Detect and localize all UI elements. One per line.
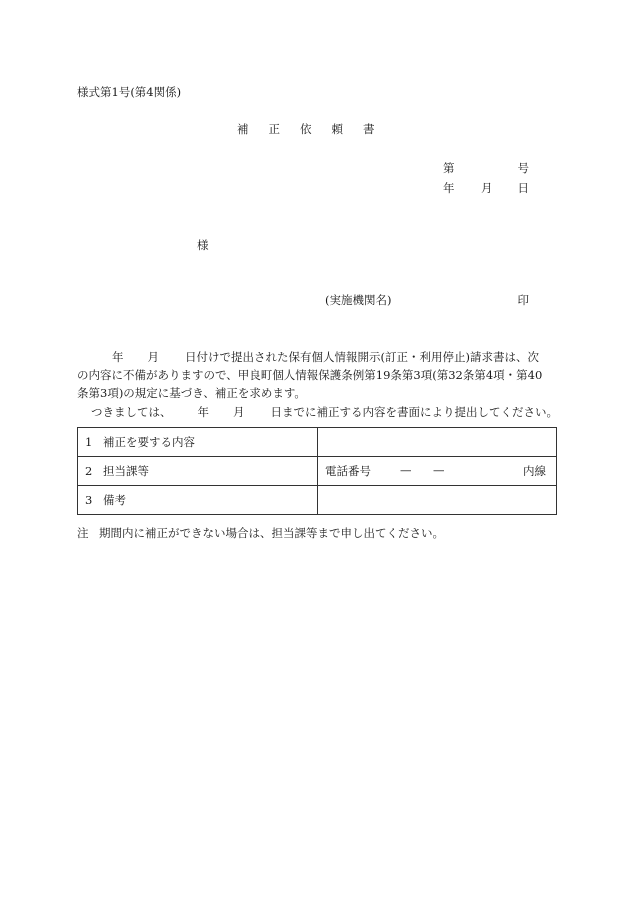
row-label: 補正を要する内容 [103,435,195,449]
body-year: 年 [112,350,124,364]
row-number: 1 [85,435,93,449]
issuer-org-label: (実施機関名) [325,293,392,307]
paragraph-line-3: 条第3項)の規定に基づき、補正を求めます。 [77,386,306,400]
table-row [78,457,557,486]
title-char: 書 [363,122,375,136]
extension-label: 内線 [523,464,546,478]
row-label: 担当課等 [103,464,149,478]
body-line4-month: 月 [233,405,245,419]
request-paragraph [77,348,552,402]
addressee-suffix: 様 [197,238,209,252]
phone-line [325,463,556,479]
row-number: 2 [85,464,93,478]
row-label-cell [78,428,318,457]
seal-mark: 印 [517,293,529,307]
table-row [78,486,557,515]
phone-field[interactable] [318,457,557,486]
title-char: 頼 [331,122,343,136]
row-label: 備考 [103,493,126,507]
body-line4-start: つきましては、 [91,405,172,419]
phone-dash-2: — [433,463,445,477]
paragraph-line-2: の内容に不備がありますので、甲良町個人情報保護条例第19条第3項(第32条第4項・第40 [77,368,543,382]
correction-content-field[interactable] [318,428,557,457]
remarks-field[interactable] [318,486,557,515]
phone-dash-1: — [400,463,412,477]
title-char: 正 [268,122,280,136]
note-label: 注 [77,526,89,540]
form-number: 様式第1号(第4関係) [77,85,182,99]
body-line4-rest: 日までに補正する内容を書面により提出してください。 [270,405,558,419]
phone-label: 電話番号 [325,464,371,478]
deadline-paragraph [77,404,558,420]
note-text: 期間内に補正ができない場合は、担当課等まで申し出てください。 [99,526,444,540]
document-number-dai: 第 [443,161,455,175]
date-day: 日 [517,181,529,195]
table-row [78,428,557,457]
paragraph-line-1 [77,348,552,366]
title-char: 補 [237,122,249,136]
correction-table [77,427,557,515]
footnote [77,525,444,541]
body-month: 月 [147,350,159,364]
document-number-go: 号 [517,161,529,175]
body-line1-rest: 日付けで提出された保有個人情報開示(訂正・利用停止)請求書は、次 [185,350,539,364]
body-line4-year: 年 [197,405,209,419]
date-year: 年 [443,181,455,195]
date-month: 月 [481,181,493,195]
document-title [237,121,375,137]
row-label-cell [78,486,318,515]
title-char: 依 [300,122,312,136]
row-number: 3 [85,493,93,507]
row-label-cell [78,457,318,486]
